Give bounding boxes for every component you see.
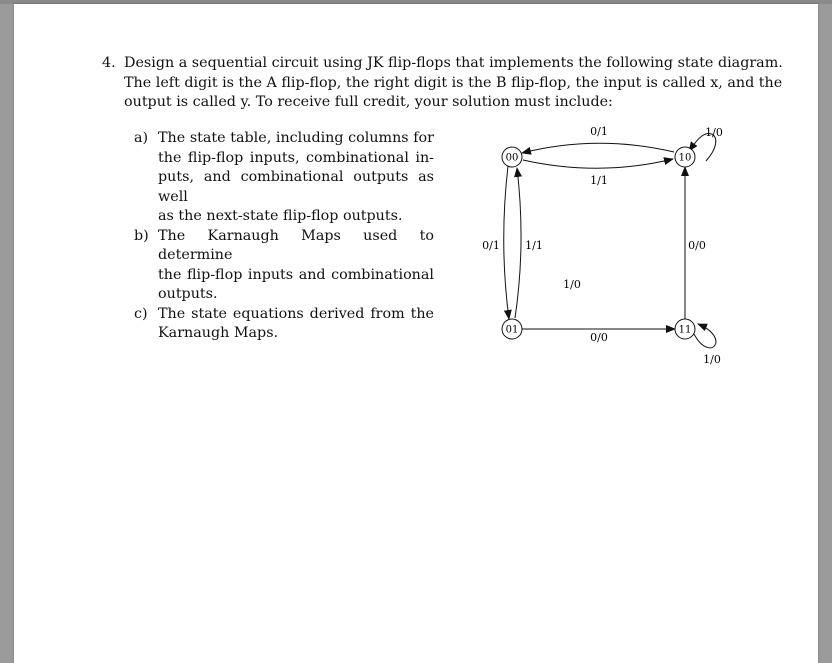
requirement-tag: b) — [134, 227, 149, 244]
requirement-text: The state table, including columns for — [158, 130, 434, 146]
state-diagram — [14, 4, 818, 663]
self-loop-11 — [694, 324, 716, 348]
label-10-10: 1/0 — [705, 126, 723, 139]
requirement-text: The Karnaugh Maps used to determine — [158, 227, 434, 263]
state-label: 11 — [678, 324, 692, 336]
transition-00-to-01 — [504, 166, 509, 319]
requirement-text: puts, and combinational outputs as well — [158, 169, 434, 205]
state-10 — [675, 147, 695, 167]
transition-10-to-00 — [522, 143, 674, 153]
requirement-text: Karnaugh Maps. — [158, 325, 279, 341]
label-10-00: 0/1 — [590, 125, 608, 138]
state-label: 10 — [678, 152, 692, 164]
state-label: 01 — [505, 324, 519, 336]
label-01-11: 0/0 — [590, 331, 608, 344]
state-01 — [502, 319, 522, 339]
statement-line-3: output is called y. To receive full credit, your solution must include: — [124, 94, 613, 110]
label-01-10: 1/0 — [563, 278, 581, 291]
state-11 — [675, 319, 695, 339]
requirement-text: as the next-state flip-flop outputs. — [158, 208, 403, 224]
transition-01-to-00 — [515, 168, 521, 318]
label-11-11: 1/0 — [703, 353, 721, 366]
requirement-tag: a) — [134, 130, 149, 146]
statement-line-2: The left digit is the A flip-flop, the right digit is the B flip-flop, the input is called x, and the — [124, 74, 783, 91]
state-00 — [502, 147, 522, 167]
label-00-10: 1/1 — [590, 174, 608, 187]
document-page — [14, 4, 818, 663]
requirement-text: the flip-flop inputs and combinational — [158, 266, 434, 283]
requirement-text: outputs. — [158, 286, 218, 302]
problem-number: 4. — [102, 55, 116, 71]
requirement-text: the flip-flop inputs, combinational in- — [158, 149, 434, 166]
state-label: 00 — [505, 152, 519, 164]
statement-line-1: Design a sequential circuit using JK flip-flops that implements the following state diagram. — [124, 55, 783, 71]
requirement-text: The state equations derived from the — [158, 305, 434, 322]
label-00-01: 0/1 — [482, 239, 500, 252]
label-11-10: 0/0 — [688, 239, 706, 252]
transition-00-to-10 — [523, 159, 673, 168]
requirement-tag: c) — [134, 305, 148, 322]
label-01-00: 1/1 — [525, 239, 543, 252]
